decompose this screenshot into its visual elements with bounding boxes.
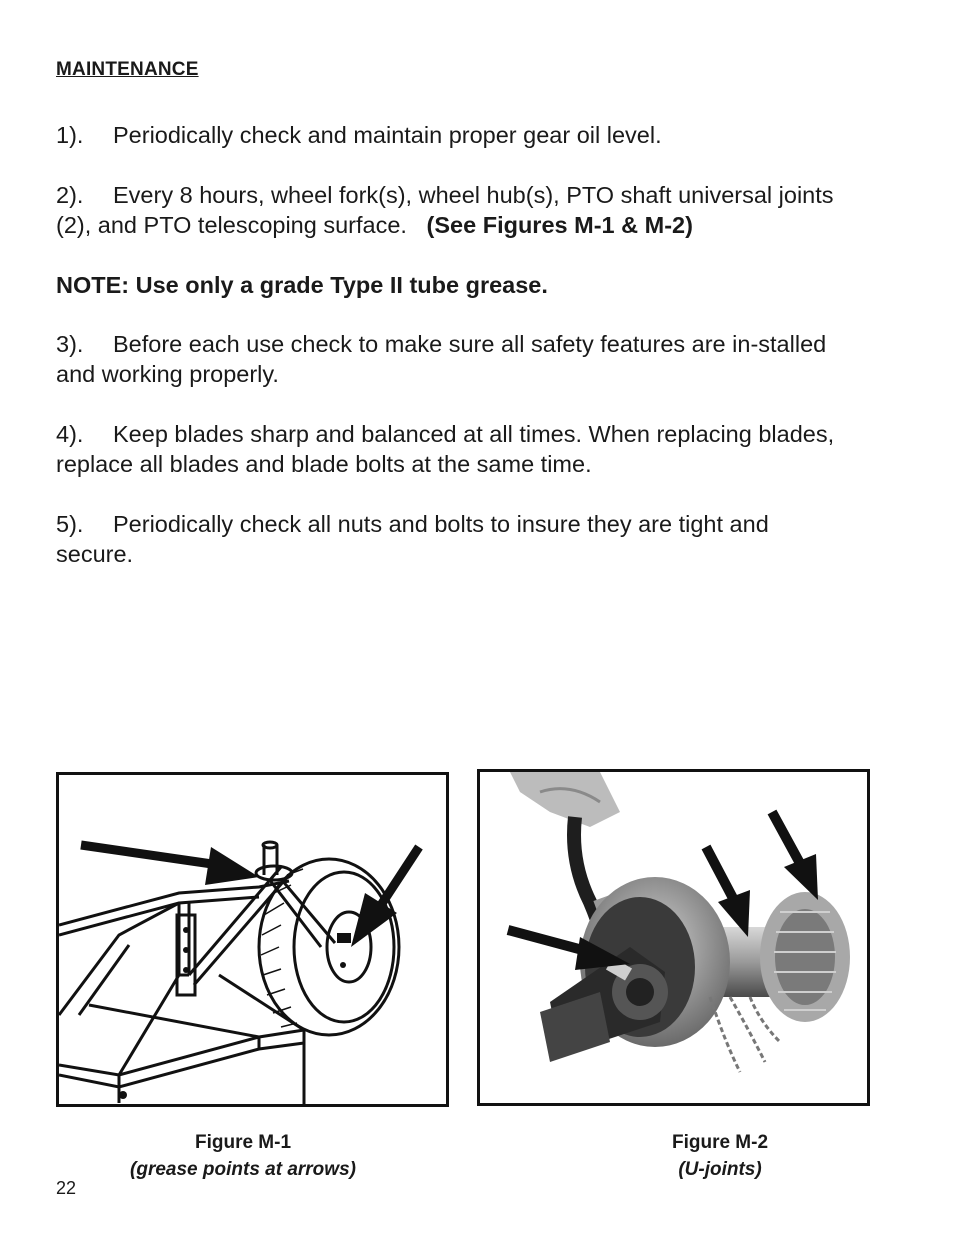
item-5 <box>56 509 846 569</box>
section-heading: MAINTENANCE <box>56 59 199 80</box>
figure-m2-image <box>477 769 870 1106</box>
figure-m1-subtitle: (grease points at arrows) <box>130 1159 356 1180</box>
figure-m2-caption <box>600 1129 840 1183</box>
item-text: Periodically check and maintain proper gear oil level. <box>113 122 662 148</box>
figure-m1-image <box>56 772 449 1107</box>
figure-m2-subtitle: (U-joints) <box>678 1159 762 1180</box>
item-1 <box>56 120 846 150</box>
item-number: 5). <box>56 511 84 537</box>
item-text: Every 8 hours, wheel fork(s), wheel hub(s), PTO shaft universal joints (2), and PTO telescoping surface. <box>56 182 834 238</box>
figure-m1-caption <box>86 1129 400 1183</box>
item-number: 3). <box>56 331 84 357</box>
figure-reference: (See Figures M-1 & M-2) <box>426 212 693 238</box>
item-number: 2). <box>56 182 84 208</box>
item-number: 4). <box>56 421 84 447</box>
page-number: 22 <box>56 1178 77 1198</box>
item-text: Before each use check to make sure all safety features are in-stalled and working properly. <box>56 331 827 387</box>
item-number: 1). <box>56 122 84 148</box>
item-text: Periodically check all nuts and bolts to insure they are tight and secure. <box>56 511 769 567</box>
figure-m1-title: Figure M-1 <box>194 1132 292 1153</box>
item-3 <box>56 329 846 389</box>
item-4 <box>56 419 846 479</box>
figure-m2-title: Figure M-2 <box>671 1132 769 1153</box>
note: NOTE: Use only a grade Type II tube grease. <box>56 272 548 298</box>
item-text: Keep blades sharp and balanced at all times. When replacing blades, replace all blades and blade bolts at the same time. <box>56 421 835 477</box>
item-2 <box>56 180 846 240</box>
